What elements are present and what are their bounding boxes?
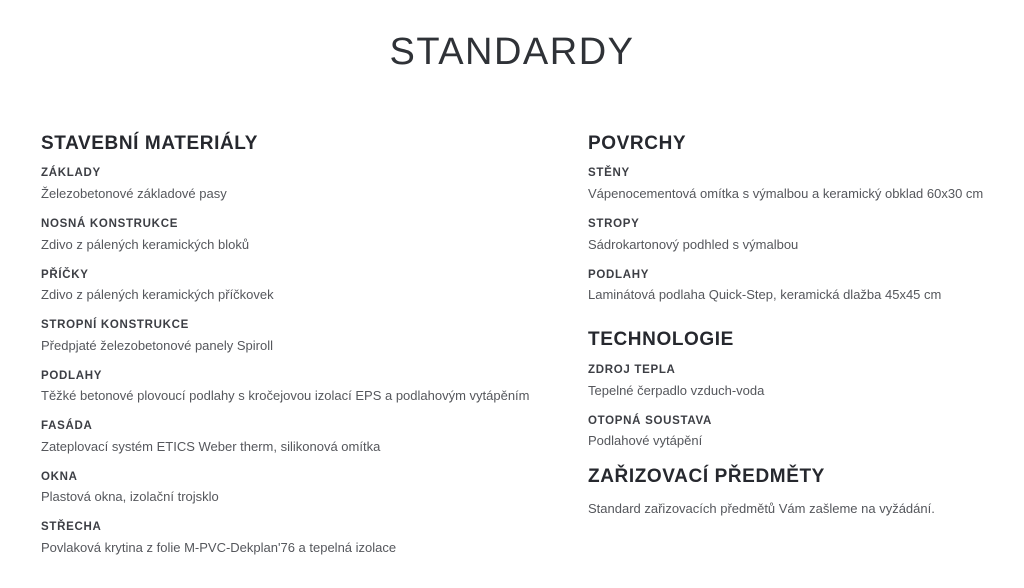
section-fixtures [588,467,994,518]
spec-value: Zateplovací systém ETICS Weber therm, silikonová omítka [41,438,381,454]
column-left [41,134,588,572]
column-right [588,134,994,572]
spec-item-podlahy-right [588,269,994,305]
spec-item-strecha [41,521,588,557]
spec-item-fasada [41,420,588,456]
spec-item-stropy [588,218,994,254]
section-heading-building-materials: STAVEBNÍ MATERIÁLY [41,132,258,154]
section-heading-technology: TECHNOLOGIE [588,329,734,351]
spec-label: PODLAHY [41,369,103,382]
spec-value: Plastová okna, izolační trojsklo [41,489,219,505]
spec-value: Podlahové vytápění [588,433,703,449]
spec-value: Tepelné čerpadlo vzduch-voda [588,382,765,398]
section-building-materials [41,134,588,557]
spec-item-zdroj-tepla [588,364,994,400]
spec-item-okna [41,471,588,507]
spec-label: ZDROJ TEPLA [588,363,676,376]
spec-value: Sádrokartonový podhled s výmalbou [588,236,799,252]
spec-item-pricky [41,269,588,305]
section-heading-fixtures: ZAŘIZOVACÍ PŘEDMĚTY [588,466,825,488]
spec-value: Těžké betonové plovoucí podlahy s kročejovou izolací EPS a podlahovým vytápěním [41,388,530,404]
spec-value: Povlaková krytina z folie M-PVC-Dekplan'76 a tepelná izolace [41,539,397,555]
spec-value: Železobetonové základové pasy [41,186,227,202]
spec-label: STROPY [588,218,640,231]
spec-label: NOSNÁ KONSTRUKCE [41,218,179,231]
spec-label: FASÁDA [41,420,93,433]
content-columns [0,134,1024,572]
section-technology [588,330,994,450]
spec-label: PŘÍČKY [41,268,89,281]
spec-item-podlahy [41,370,588,406]
spec-value: Zdivo z pálených keramických bloků [41,236,250,252]
page-title: STANDARDY [389,31,635,73]
spec-item-steny [588,167,994,203]
spec-value: Předpjaté železobetonové panely Spiroll [41,337,273,353]
spec-label: STROPNÍ KONSTRUKCE [41,319,190,332]
fixtures-note: Standard zařizovacích předmětů Vám zašleme na vyžádání. [588,500,935,516]
spec-label: OKNA [41,470,78,483]
section-heading-surfaces: POVRCHY [588,132,687,154]
spec-label: STŘECHA [41,521,102,534]
spec-item-otopna-soustava [588,415,994,451]
spec-value: Laminátová podlaha Quick-Step, keramická dlažba 45x45 cm [588,287,942,303]
spec-label: PODLAHY [588,268,650,281]
spec-value: Zdivo z pálených keramických příčkovek [41,287,274,303]
section-surfaces [588,134,994,304]
spec-label: ZÁKLADY [41,167,101,180]
spec-item-zaklady [41,167,588,203]
spec-value: Vápenocementová omítka s výmalbou a keramický obklad 60x30 cm [588,186,984,202]
spec-label: OTOPNÁ SOUSTAVA [588,414,713,427]
spec-label: STĚNY [588,167,630,180]
spec-item-stropni-konstrukce [41,319,588,355]
spec-item-nosna-konstrukce [41,218,588,254]
